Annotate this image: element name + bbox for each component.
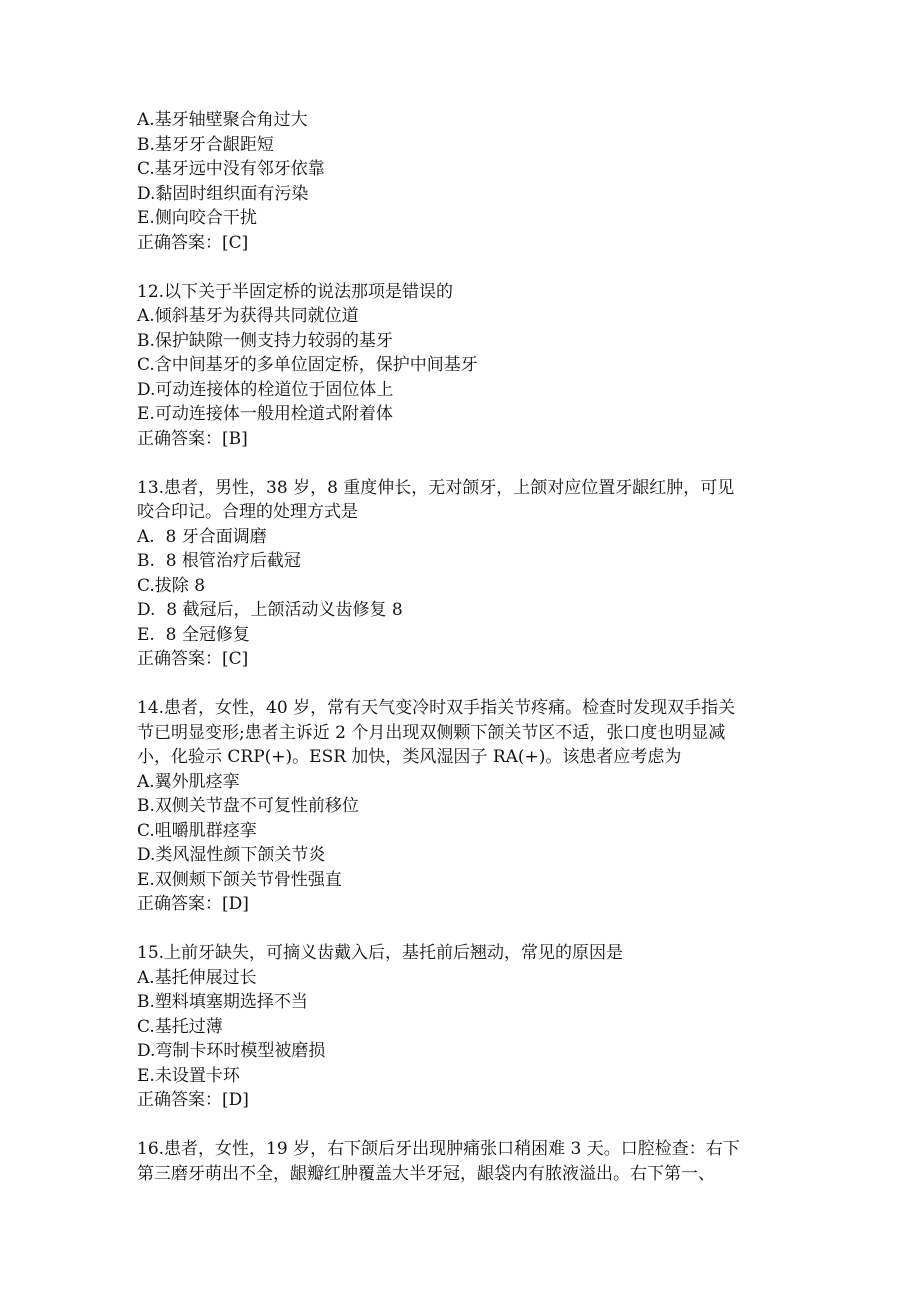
option-b: B.保护缺隙一侧支持力较弱的基牙 xyxy=(137,330,393,351)
question-stem: 16.患者，女性，19 岁，右下颌后牙出现肿痛张口稍困难 3 天。口腔检查：右下 xyxy=(137,1139,740,1159)
question-stem: 小，化验示 CRP(+)。ESR 加快，类风湿因子 RA(+)。该患者应考虑为 xyxy=(137,747,682,767)
question-block xyxy=(137,108,797,255)
option-d: D. 8 截冠后，上颌活动义齿修复 8 xyxy=(137,600,403,620)
question-stem: 咬合印记。合理的处理方式是 xyxy=(137,502,358,522)
option-e: E.双侧颊下颌关节骨性强直 xyxy=(137,869,342,890)
option-e: E.侧向咬合干扰 xyxy=(137,208,257,228)
option-a: A.基牙轴壁聚合角过大 xyxy=(137,110,308,130)
option-e: E. 8 全冠修复 xyxy=(137,624,250,645)
option-a: A.翼外肌痉挛 xyxy=(137,771,240,792)
correct-answer: 正确答案：[D] xyxy=(137,894,249,914)
correct-answer: 正确答案：[C] xyxy=(137,232,249,253)
spacer xyxy=(137,672,797,697)
spacer xyxy=(137,917,797,942)
question-block xyxy=(137,1137,797,1186)
question-stem: 12.以下关于半固定桥的说法那项是错误的 xyxy=(137,281,454,302)
option-b: B. 8 根管治疗后截冠 xyxy=(137,551,301,571)
option-e: E.可动连接体一般用栓道式附着体 xyxy=(137,404,393,424)
option-c: C.含中间基牙的多单位固定桥，保护中间基牙 xyxy=(137,355,478,375)
question-block xyxy=(137,696,797,917)
spacer xyxy=(137,1113,797,1138)
option-d: D.弯制卡环时模型被磨损 xyxy=(137,1041,326,1061)
correct-answer: 正确答案：[C] xyxy=(137,649,249,669)
spacer xyxy=(137,255,797,280)
option-e: E.未设置卡环 xyxy=(137,1065,240,1086)
option-a: A.倾斜基牙为获得共同就位道 xyxy=(137,306,359,326)
option-b: B.双侧关节盘不可复性前移位 xyxy=(137,796,359,816)
option-c: C.咀嚼肌群痉挛 xyxy=(137,820,257,841)
correct-answer: 正确答案：[B] xyxy=(137,428,248,449)
option-c: C.基牙远中没有邻牙依靠 xyxy=(137,159,325,179)
question-stem: 节已明显变形;患者主诉近 2 个月出现双侧颗下颌关节区不适，张口度也明显减 xyxy=(137,722,726,743)
option-d: D.可动连接体的栓道位于固位体上 xyxy=(137,379,394,400)
question-stem: 13.患者，男性，38 岁，8 重度伸长，无对颌牙，上颌对应位置牙龈红肿，可见 xyxy=(137,477,735,498)
option-a: A.基托伸展过长 xyxy=(137,967,257,988)
option-c: C.拔除 8 xyxy=(137,575,206,596)
option-c: C.基托过薄 xyxy=(137,1016,223,1037)
question-stem: 14.患者，女性，40 岁，常有天气变冷时双手指关节疼痛。检查时发现双手指关 xyxy=(137,698,736,718)
option-b: B.塑料填塞期选择不当 xyxy=(137,992,308,1012)
question-block xyxy=(137,941,797,1113)
question-block xyxy=(137,280,797,452)
question-stem: 第三磨牙萌出不全，龈瓣红肿覆盖大半牙冠，龈袋内有脓液溢出。右下第一、 xyxy=(137,1163,715,1184)
spacer xyxy=(137,451,797,476)
option-d: D.黏固时组织面有污染 xyxy=(137,183,309,204)
document-page xyxy=(137,108,797,1186)
question-stem: 15.上前牙缺失，可摘义齿戴入后，基托前后翘动，常见的原因是 xyxy=(137,943,624,963)
correct-answer: 正确答案：[D] xyxy=(137,1090,249,1110)
option-a: A. 8 牙合面调磨 xyxy=(137,526,267,547)
question-block xyxy=(137,476,797,672)
option-b: B.基牙牙合龈距短 xyxy=(137,134,274,155)
option-d: D.类风湿性颜下颌关节炎 xyxy=(137,845,326,865)
